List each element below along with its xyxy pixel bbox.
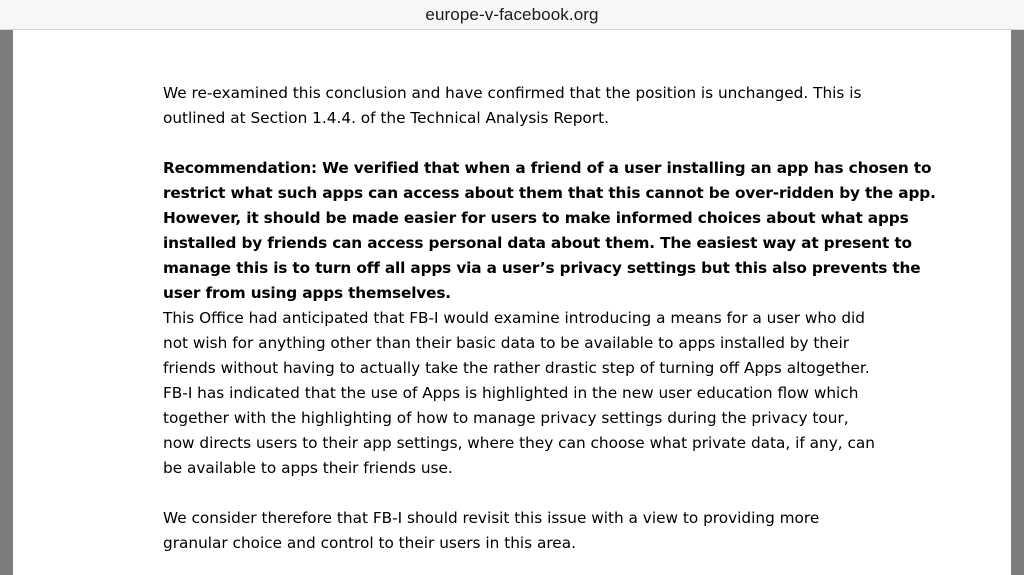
paragraph-spacer [163,481,933,506]
document-page [13,30,1011,575]
document-viewer[interactable] [0,30,1024,575]
address-bar[interactable] [0,0,1024,30]
text-line: user from using apps themselves. [163,284,451,302]
text-line: We re-examined this conclusion and have confirmed that the position is unchanged. This is [163,84,862,102]
text-line: restrict what such apps can access about them that this cannot be over-ridden by the app. [163,184,936,202]
text-line: outlined at Section 1.4.4. of the Technical Analysis Report. [163,109,609,127]
text-line: installed by friends can access personal data about them. The easiest way at present to [163,234,912,252]
paragraph-consideration [163,506,933,556]
url-text: europe-v-facebook.org [425,4,599,24]
document-body [163,81,936,556]
text-line: friends without having to actually take the rather drastic step of turning off Apps altogether. [163,359,870,377]
text-line: This Office had anticipated that FB-I would examine introducing a means for a user who did [163,309,865,327]
text-line: now directs users to their app settings, where they can choose what private data, if any, can [163,434,875,452]
text-line: not wish for anything other than their basic data to be available to apps installed by their [163,334,850,352]
paragraph-office-anticipation [163,306,933,481]
text-line: However, it should be made easier for users to make informed choices about what apps [163,209,909,227]
paragraph-recommendation [163,156,936,306]
paragraph-spacer [163,131,933,156]
text-line: granular choice and control to their users in this area. [163,534,576,552]
text-line: We consider therefore that FB-I should revisit this issue with a view to providing more [163,509,820,527]
text-line: be available to apps their friends use. [163,459,453,477]
text-line: manage this is to turn off all apps via a user’s privacy settings but this also prevents the [163,259,921,277]
text-line: FB-I has indicated that the use of Apps is highlighted in the new user education flow which [163,384,859,402]
text-line: together with the highlighting of how to manage privacy settings during the privacy tour, [163,409,849,427]
text-line: Recommendation: We verified that when a friend of a user installing an app has chosen to [163,159,932,177]
paragraph-conclusion [163,81,933,131]
